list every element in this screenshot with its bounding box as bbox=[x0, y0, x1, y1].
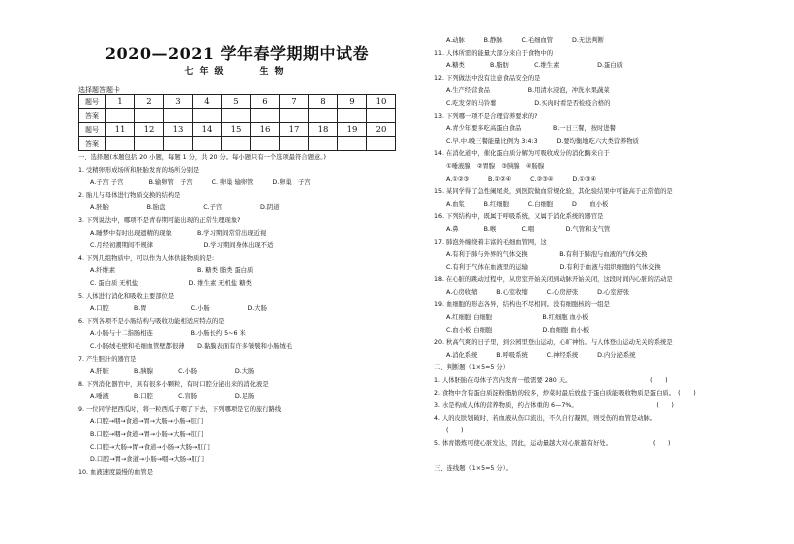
answer-cell[interactable] bbox=[309, 137, 338, 151]
row-header: 答案 bbox=[79, 109, 106, 123]
option-line: A.纤维素 B. 糖类 脂类 蛋白质 bbox=[90, 267, 254, 275]
question-line: 8. 下列消化器官中，具有很多小颗粒，有时口腔分泌出来的消化液是 bbox=[78, 380, 269, 388]
option-line: A.有利于肺与外界的气体交换 B.有利于肺泡与血液的气体交换 bbox=[446, 251, 648, 259]
answer-cell[interactable] bbox=[338, 137, 367, 151]
option-line: C.早.中.晚三餐能量比例为 3:4:3 D.要均衡地吃六大类营养物质 bbox=[446, 137, 639, 145]
row-header: 答案 bbox=[79, 137, 106, 151]
option-line: A.鼻 B.喉 C.咽 D.气管和支气管 bbox=[446, 225, 611, 233]
question-number: 12 bbox=[135, 123, 164, 137]
section-heading: 三、连线题（1×5=5 分）。 bbox=[434, 465, 513, 473]
row-header: 题号 bbox=[79, 123, 106, 137]
option-line: A.生产经营食品 B.用清水浸泡，冲洗水果蔬菜 bbox=[446, 87, 610, 95]
answer-number-row bbox=[79, 123, 396, 137]
answer-cell[interactable] bbox=[222, 137, 251, 151]
option-line: C. 蛋白质 无机盐 D. 维生素 无机盐 糖类 bbox=[90, 279, 252, 287]
answer-cell[interactable] bbox=[164, 137, 193, 151]
question-number: 1 bbox=[106, 95, 135, 109]
option-line: C.吃发芽的马铃薯 D.买肉时看是否检疫合格的 bbox=[446, 99, 611, 107]
answer-card-label: 选择题答题卡 bbox=[78, 86, 120, 94]
section-heading: 一、选择题(本题包括 20 小题，每题 1 分，共 20 分。每小题只有一个选项最符合题意。) bbox=[78, 154, 326, 161]
question-line: 1. 人体胚胎在母体子宫内发育一般需要 280 天。 ( ) bbox=[434, 377, 668, 385]
option-line: A.①②③ B.①②④ C.②③④ D.①③④ bbox=[446, 175, 597, 183]
question-line: 4. 下列几组物质中，可以作为人体供能物质的是: bbox=[78, 254, 215, 262]
answer-cell[interactable] bbox=[222, 109, 251, 123]
question-number: 13 bbox=[164, 123, 193, 137]
question-line: 20. 秋高气爽的日子里，到公园里登山运动，心旷神怡。与人体登山运动无关的系统是 bbox=[434, 339, 673, 347]
answer-cell[interactable] bbox=[164, 109, 193, 123]
option-line: A.红细胞 白细胞 B.红细胞 血小板 bbox=[446, 314, 589, 322]
page-title: 2020—2021 学年春学期期中试卷 bbox=[104, 44, 370, 63]
question-line: 19. 血细胞的形态各异，结构也不尽相同。没有细胞核的一组是 bbox=[434, 301, 610, 309]
question-line: 3. 下列说法中，哪项不是青春期可能出现的正常生理现象? bbox=[78, 216, 241, 224]
answer-cell[interactable] bbox=[251, 109, 280, 123]
question-number: 18 bbox=[309, 123, 338, 137]
question-line: 3. 水是构成人体的营养物质，约占体重的 6—7%。 ( ) bbox=[434, 402, 674, 410]
option-line: A.消化系统 B.呼吸系统 C.神经系统 D.内分泌系统 bbox=[446, 351, 636, 359]
answer-input-row bbox=[79, 137, 396, 151]
right-question-list bbox=[434, 35, 779, 476]
question-line: 5. 体育锻炼可使心脏发达，因此，运动量越大对心脏越有好处。 ( ) bbox=[434, 440, 671, 447]
option-line: A.口腔→咽→食道→胃→大肠→小肠→肛门 bbox=[90, 418, 204, 426]
question-line: 2. 胎儿与母体进行物质交换的结构是 bbox=[78, 191, 181, 199]
option-line: C.月经初潮期间不规律 D.学习期间身体出现不适 bbox=[90, 242, 274, 250]
option-line: A.肝脏 B.胰腺 C.小肠 D.大肠 bbox=[90, 368, 255, 376]
answer-cell[interactable] bbox=[309, 109, 338, 123]
option-line: A.动脉 B.静脉 C.毛细血管 D.无法判断 bbox=[446, 37, 605, 44]
question-number: 2 bbox=[135, 95, 164, 109]
option-line: A.睡梦中有时出现遗精的现象 B.学习期间常常出现近视 bbox=[90, 229, 267, 237]
left-question-list bbox=[78, 152, 396, 479]
question-number: 4 bbox=[193, 95, 222, 109]
question-line: 4. 人的皮肤划破时，若血液从伤口流出，不久自行凝固，则受伤的血管是动脉。 bbox=[434, 414, 657, 422]
answer-cell[interactable] bbox=[106, 137, 135, 151]
answer-cell[interactable] bbox=[135, 109, 164, 123]
option-line: A.子宫 子宫 B.输卵管 子宫 C. 卵巢 输卵管 D.卵巢 子宫 bbox=[90, 179, 311, 187]
question-number: 15 bbox=[222, 123, 251, 137]
question-line: 16. 下列结构中，既属于呼吸系统，又属于消化系统的器官是 bbox=[434, 213, 604, 221]
question-line: 1. 受精卵形成场所和胚胎发育的场所分别是 bbox=[78, 166, 200, 174]
question-number: 3 bbox=[164, 95, 193, 109]
option-line: A.小肠与十二指肠相连 B.小肠长约 5~6 米 bbox=[90, 330, 246, 338]
question-line: 18. 在心脏的跳动过程中，从房室开始关闭到动脉开始关闭，这段时间内心脏的活动是 bbox=[434, 276, 673, 284]
question-number: 7 bbox=[280, 95, 309, 109]
answer-input-row bbox=[79, 109, 396, 123]
answer-cell[interactable] bbox=[338, 109, 367, 123]
option-line: A.口腔 B.胃 C.小肠 D.大肠 bbox=[90, 305, 267, 313]
question-number: 17 bbox=[280, 123, 309, 137]
option-line: A.心房收缩 B.心室收缩 C.心房舒张 D.心室舒张 bbox=[446, 288, 630, 296]
question-line: 9. 一位同学把西瓜时，将一粒西瓜子咽了下去，下列哪项是它的旅行路线 bbox=[78, 405, 282, 413]
answer-cell[interactable] bbox=[193, 109, 222, 123]
question-number: 11 bbox=[106, 123, 135, 137]
question-number: 6 bbox=[251, 95, 280, 109]
question-number: 19 bbox=[338, 123, 367, 137]
row-header: 题号 bbox=[79, 95, 106, 109]
question-line: 15. 某同学得了急性阑尾炎，到医院做血常规化验，其化验结果中可能高于正常值的是 bbox=[434, 188, 673, 196]
question-line: 5. 人体进行消化和吸收主要部位是 bbox=[78, 292, 175, 300]
answer-cell[interactable] bbox=[251, 137, 280, 151]
option-line: A.唾液 B.口腔 C.盲肠 D.足肠 bbox=[90, 393, 255, 401]
answer-cell[interactable] bbox=[280, 137, 309, 151]
question-line bbox=[434, 451, 779, 464]
question-number: 10 bbox=[367, 95, 396, 109]
question-number: 14 bbox=[193, 123, 222, 137]
option-line: ( ) bbox=[446, 427, 464, 435]
question-line: 6. 下列各项不是小肠结构与吸收功能相适应特点的是 bbox=[78, 317, 225, 325]
question-number: 9 bbox=[338, 95, 367, 109]
question-number: 20 bbox=[367, 123, 396, 137]
option-line: C.口腔→大肠→胃→食道→小肠→大肠→肛门 bbox=[90, 443, 210, 451]
question-line: 2. 食物中含有蛋白质淀粉脂肪的较多，炒菜时最后放盐于蛋白质能吸收物质是蛋白质。 ( ) bbox=[434, 389, 696, 397]
question-number: 8 bbox=[309, 95, 338, 109]
right-column bbox=[434, 0, 779, 544]
question-number: 16 bbox=[251, 123, 280, 137]
option-line: ①唾液腺 ②胃腺 ③胰腺 ④肠腺 bbox=[446, 162, 545, 170]
option-line: C.有利于气体在血液里的运输 D.有利于血液与组织细胞的气体交换 bbox=[446, 263, 661, 271]
question-line: 17. 肺泡外缠绕着丰富的毛细血管网，这 bbox=[434, 238, 547, 246]
question-number: 5 bbox=[222, 95, 251, 109]
left-column bbox=[78, 0, 396, 544]
option-line: A.糖类 B.脂肪 C.维生素 D.蛋白质 bbox=[446, 62, 623, 70]
question-line: 12. 下列做法中没有注意食品安全的是 bbox=[434, 74, 541, 82]
question-line: 13. 下列哪一项不是合理营养要求的? bbox=[434, 112, 538, 120]
option-line: A.胚胎 B.胎盘 C.子宫 D.阴道 bbox=[90, 204, 280, 212]
answer-card-table bbox=[78, 94, 396, 151]
section-heading: 二、判断题（1×5=5 分） bbox=[434, 364, 509, 372]
question-line: 10. 血液速度最慢的血管是 bbox=[78, 468, 153, 476]
option-line: C.血小板 白细胞 D.血细胞 血小板 bbox=[446, 326, 590, 334]
answer-cell[interactable] bbox=[280, 109, 309, 123]
option-line: A.血浆 B.红细胞 C.白细胞 D 血小板 bbox=[446, 200, 609, 208]
page-subtitle: 七年级 生物 bbox=[184, 67, 290, 77]
question-line: 7. 产生胆汁的器官是 bbox=[78, 355, 137, 363]
answer-cell[interactable] bbox=[135, 137, 164, 151]
option-line: B.口腔→咽→食道→胃→小肠→大肠→肛门 bbox=[90, 431, 204, 439]
option-line: C.小肠绒毛壁和毛细血管壁都很薄 D.黏膜表面有许多皱襞和小肠绒毛 bbox=[90, 342, 293, 350]
answer-cell[interactable] bbox=[367, 137, 396, 151]
answer-cell[interactable] bbox=[367, 109, 396, 123]
answer-number-row bbox=[79, 95, 396, 109]
answer-cell[interactable] bbox=[106, 109, 135, 123]
answer-cell[interactable] bbox=[193, 137, 222, 151]
option-line: D.口腔→胃→食道→小肠→咽→大肠→肛门 bbox=[90, 456, 205, 464]
question-line: 11. 人体所需的能量大部分来自于食物中的 bbox=[434, 49, 554, 57]
option-line: A.青少年要多吃高蛋白食品 B.一日三餐，按时进餐 bbox=[446, 125, 616, 133]
question-line: 14. 在消化道中，催化蛋白质分解为可吸收成分的消化酶来自于 bbox=[434, 150, 610, 158]
